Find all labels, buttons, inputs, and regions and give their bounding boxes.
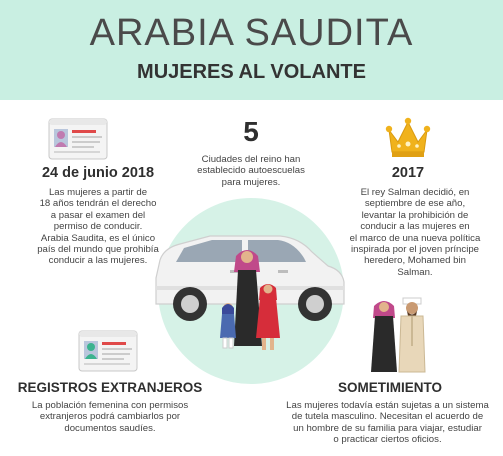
text-line: un hombre de su familia para viajar, estudiar: [293, 422, 482, 434]
text-line: país del mundo que prohibía: [37, 244, 159, 256]
crown-icon: [385, 116, 431, 160]
page-title: ARABIA SAUDITA: [89, 12, 414, 54]
text-line: septiembre de ese año,: [364, 198, 466, 210]
text-line: levantar la prohibición de: [361, 209, 469, 221]
foreign-text: [10, 400, 210, 434]
text-line: a pasar el examen del: [50, 209, 146, 221]
schools-text: [181, 154, 321, 188]
id-card-icon: [78, 330, 138, 372]
text-line: Las mujeres a partir de: [48, 187, 148, 198]
text-line: de tutela masculino. Necesitan el acuerdo de: [291, 411, 484, 423]
text-line: El rey Salman decidió, en: [360, 187, 470, 198]
text-line: inspirada por el joven príncipe: [351, 244, 479, 256]
text-line: para mujeres.: [221, 176, 281, 188]
foreign-heading: REGISTROS EXTRANJEROS: [17, 380, 203, 395]
page-subtitle: MUJERES AL VOLANTE: [137, 61, 366, 83]
date-heading: 24 de junio 2018: [41, 165, 155, 181]
text-line: La población femenina con permisos: [31, 400, 189, 411]
submission-heading: SOMETIMIENTO: [337, 380, 442, 395]
id-card-icon: [48, 118, 108, 160]
text-line: Salman.: [397, 266, 433, 278]
text-line: Arabia Saudita, es el único: [40, 232, 156, 244]
schools-number: 5: [243, 116, 259, 147]
submission-text: [275, 400, 500, 446]
text-line: establecido autoescuelas: [197, 165, 305, 177]
king-heading: 2017: [391, 165, 425, 181]
text-line: conducir a las mujeres en: [360, 221, 470, 233]
text-line: permiso de conducir.: [53, 221, 143, 233]
text-line: Ciudades del reino han: [201, 154, 301, 165]
king-text: [330, 187, 500, 278]
text-line: o practicar ciertos oficios.: [333, 434, 442, 446]
text-line: el marco de una nueva política: [349, 232, 481, 244]
text-line: documentos saudíes.: [64, 422, 156, 434]
couple-icon: [370, 296, 430, 376]
text-line: 18 años tendrán el derecho: [39, 198, 157, 210]
text-line: extranjeros podrá cambiarlos por: [39, 411, 181, 423]
car-with-women-illustration: [150, 226, 350, 356]
header-banner: [0, 0, 503, 100]
text-line: conducir a las mujeres.: [48, 255, 148, 267]
text-line: heredero, Mohamed bin: [364, 255, 466, 267]
text-line: Las mujeres todavía están sujetas a un sistema: [286, 400, 489, 411]
